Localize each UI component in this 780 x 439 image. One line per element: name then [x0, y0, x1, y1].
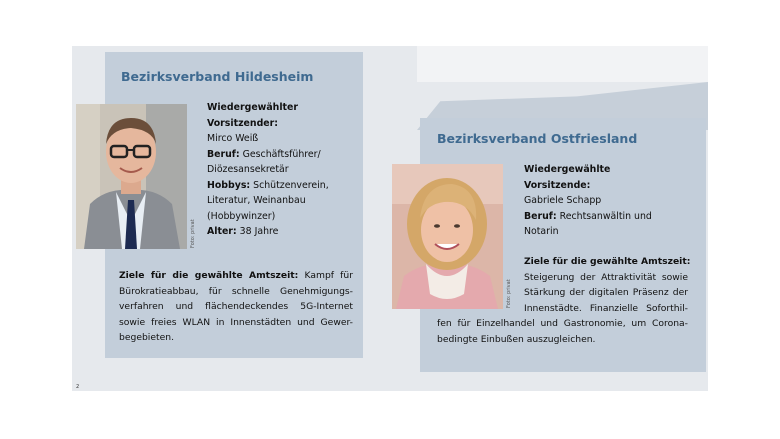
hildesheim-beruf-line1: Geschäftsführer/	[239, 148, 321, 160]
ostfriesland-title: Bezirksverband Ostfriesland	[437, 131, 638, 146]
ostfriesland-beruf-label: Beruf:	[524, 210, 557, 222]
hildesheim-goals-line4: sowie freies WLAN in Innenstädten und Gewer-	[119, 316, 353, 328]
ostfriesland-goals-label: Ziele für die gewählte Amtszeit:	[524, 256, 691, 267]
ostfriesland-beruf-line2: Notarin	[524, 226, 559, 237]
ostfriesland-goals-line3: Stärkung der digitalen Präsenz der	[524, 287, 688, 298]
ostfriesland-name: Gabriele Schapp	[524, 195, 602, 206]
hildesheim-title: Bezirksverband Hildesheim	[121, 69, 314, 84]
hildesheim-goals-label: Ziele für die gewählte Amtszeit:	[119, 270, 299, 281]
page-number: 2	[76, 384, 80, 390]
ostfriesland-goals-top	[524, 254, 691, 316]
ostfriesland-photo-credit: Foto: privat	[506, 279, 512, 308]
hildesheim-goals-line1: Kampf für	[298, 270, 354, 281]
ostfriesland-goals-line4: Innenstädte. Finanzielle Soforthil-	[524, 302, 688, 314]
hildesheim-goals-line5: begebieten.	[119, 332, 175, 343]
ostfriesland-role-line1: Wiedergewählte	[524, 164, 611, 175]
hildesheim-hobbys-label: Hobbys:	[207, 179, 251, 191]
background-brush-top	[417, 46, 708, 82]
mirco-weiss-photo	[76, 104, 187, 249]
hildesheim-beruf-line2: Diözesansekretär	[207, 164, 289, 175]
hildesheim-name: Mirco Weiß	[207, 133, 259, 144]
hildesheim-goals-line3: verfahren und flächendeckendes 5G-Internet	[119, 301, 353, 312]
hildesheim-hobbys-line2: Literatur, Weinanbau	[207, 195, 306, 206]
hildesheim-alter-label: Alter:	[207, 226, 237, 237]
portrait-woman-illustration	[392, 164, 503, 309]
hildesheim-hobbys-line1: Schützenverein,	[250, 179, 329, 191]
portrait-man-illustration	[76, 104, 187, 249]
ostfriesland-beruf-line1: Rechtsanwältin und	[556, 210, 652, 222]
hildesheim-alter-value: 38 Jahre	[236, 226, 279, 237]
hildesheim-goals-line2: Bürokratieabbau, für schnelle Genehmigungs-	[119, 285, 353, 297]
ostfriesland-goals-line6: bedingte Einbußen auszugleichen.	[437, 333, 596, 345]
hildesheim-beruf-label: Beruf:	[207, 148, 240, 160]
hildesheim-info	[207, 100, 329, 240]
hildesheim-role-line1: Wiedergewählter	[207, 102, 299, 113]
ostfriesland-goals-line2: Steigerung der Attraktivität sowie	[524, 271, 688, 283]
hildesheim-hobbys-line3: (Hobbywinzer)	[207, 210, 276, 222]
hildesheim-role-line2: Vorsitzender:	[207, 117, 279, 129]
hildesheim-goals	[119, 268, 353, 346]
hildesheim-photo-credit: Foto: privat	[190, 219, 196, 248]
ostfriesland-role-line2: Vorsitzende:	[524, 179, 591, 191]
newsletter-page	[72, 46, 708, 391]
ostfriesland-goals-bottom	[437, 316, 688, 347]
ostfriesland-goals-line5: fen für Einzelhandel und Gastronomie, um Corona-	[437, 318, 688, 329]
ostfriesland-info	[524, 162, 652, 240]
gabriele-schapp-photo	[392, 164, 503, 309]
